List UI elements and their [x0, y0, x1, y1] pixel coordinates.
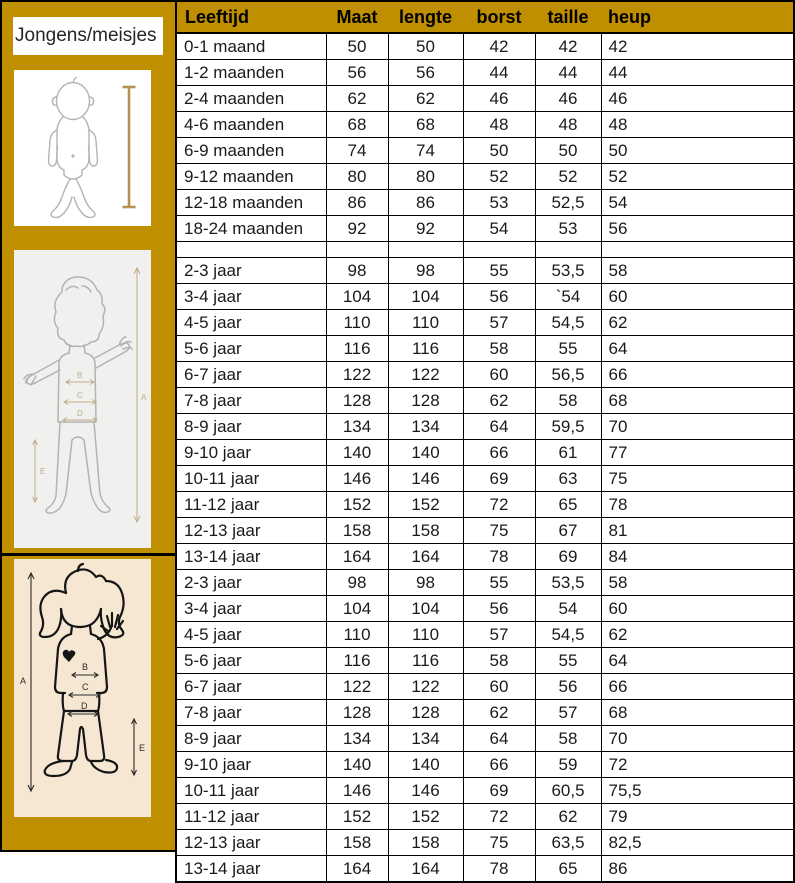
leeftijd-cell: 9-10 jaar: [176, 440, 326, 466]
taille-cell: 69: [535, 544, 601, 570]
heup-cell: 50: [601, 138, 794, 164]
measure-label-d: D: [77, 409, 83, 418]
table-row-jaren-meisjes: [176, 804, 794, 830]
borst-cell: 46: [463, 86, 535, 112]
leeftijd-cell: 12-18 maanden: [176, 190, 326, 216]
maat-cell: 164: [326, 544, 388, 570]
maat-cell: 158: [326, 518, 388, 544]
taille-cell: 54,5: [535, 622, 601, 648]
heup-cell: 75: [601, 466, 794, 492]
table-row-jaren-meisjes: [176, 700, 794, 726]
table-row-maanden: [176, 190, 794, 216]
table-row-jaren-jongens: [176, 492, 794, 518]
lengte-cell: 158: [388, 518, 463, 544]
borst-cell: 42: [463, 33, 535, 60]
borst-cell: 48: [463, 112, 535, 138]
maat-cell: 164: [326, 856, 388, 883]
measure-label-c: C: [82, 682, 89, 692]
leeftijd-cell: 2-3 jaar: [176, 570, 326, 596]
maat-cell: 80: [326, 164, 388, 190]
table-body: [176, 33, 794, 882]
lengte-cell: 164: [388, 856, 463, 883]
table-row-jaren-jongens: [176, 544, 794, 570]
col-header-heup: heup: [601, 1, 794, 33]
maat-cell: 146: [326, 466, 388, 492]
lengte-cell: 122: [388, 674, 463, 700]
heup-cell: 66: [601, 674, 794, 700]
maat-cell: 134: [326, 414, 388, 440]
borst-cell: 50: [463, 138, 535, 164]
table-row-jaren-jongens: [176, 466, 794, 492]
taille-cell: 63,5: [535, 830, 601, 856]
borst-cell: 58: [463, 336, 535, 362]
empty-cell: [535, 242, 601, 258]
empty-cell: [463, 242, 535, 258]
borst-cell: 58: [463, 648, 535, 674]
taille-cell: 54,5: [535, 310, 601, 336]
heup-cell: 81: [601, 518, 794, 544]
borst-cell: 55: [463, 570, 535, 596]
leeftijd-cell: 6-9 maanden: [176, 138, 326, 164]
lengte-cell: 110: [388, 622, 463, 648]
heup-cell: 42: [601, 33, 794, 60]
leeftijd-cell: 4-6 maanden: [176, 112, 326, 138]
measure-arrows: [33, 268, 141, 522]
toddler-measure-figure-icon: [14, 250, 151, 548]
taille-cell: 67: [535, 518, 601, 544]
borst-cell: 44: [463, 60, 535, 86]
maat-cell: 152: [326, 804, 388, 830]
table-row-jaren-jongens: [176, 310, 794, 336]
table-row-jaren-jongens: [176, 336, 794, 362]
leeftijd-cell: 5-6 jaar: [176, 648, 326, 674]
heup-cell: 60: [601, 284, 794, 310]
table-row-maanden: [176, 60, 794, 86]
heup-cell: 84: [601, 544, 794, 570]
table-row-maanden: [176, 138, 794, 164]
borst-cell: 56: [463, 284, 535, 310]
table-row-jaren-meisjes: [176, 752, 794, 778]
lengte-cell: 146: [388, 466, 463, 492]
lengte-cell: 128: [388, 700, 463, 726]
leeftijd-cell: 2-4 maanden: [176, 86, 326, 112]
borst-cell: 75: [463, 830, 535, 856]
size-table: [175, 0, 793, 878]
lengte-cell: 152: [388, 492, 463, 518]
maat-cell: 74: [326, 138, 388, 164]
baby-height-figure-icon: [14, 70, 151, 226]
taille-cell: 65: [535, 856, 601, 883]
maat-cell: 122: [326, 362, 388, 388]
maat-cell: 158: [326, 830, 388, 856]
lengte-cell: 140: [388, 752, 463, 778]
taille-cell: 52: [535, 164, 601, 190]
leeftijd-cell: 10-11 jaar: [176, 778, 326, 804]
borst-cell: 78: [463, 544, 535, 570]
borst-cell: 66: [463, 440, 535, 466]
col-header-lengte: lengte: [388, 1, 463, 33]
borst-cell: 56: [463, 596, 535, 622]
borst-cell: 66: [463, 752, 535, 778]
lengte-cell: 110: [388, 310, 463, 336]
lengte-cell: 152: [388, 804, 463, 830]
heup-cell: 66: [601, 362, 794, 388]
measure-label-d: D: [81, 701, 88, 711]
table-row-jaren-jongens: [176, 518, 794, 544]
measure-label-a: A: [20, 676, 27, 686]
gender-label: Jongens/meisjes: [13, 17, 163, 55]
borst-cell: 57: [463, 310, 535, 336]
empty-cell: [326, 242, 388, 258]
table-row-jaren-jongens: [176, 362, 794, 388]
leeftijd-cell: 8-9 jaar: [176, 726, 326, 752]
table-row-jaren-meisjes: [176, 726, 794, 752]
maat-cell: 140: [326, 440, 388, 466]
taille-cell: 56: [535, 674, 601, 700]
lengte-cell: 62: [388, 86, 463, 112]
sidebar: [0, 0, 175, 852]
leeftijd-cell: 3-4 jaar: [176, 596, 326, 622]
measure-label-b: B: [77, 371, 83, 380]
leeftijd-cell: 5-6 jaar: [176, 336, 326, 362]
borst-cell: 62: [463, 388, 535, 414]
table-row-jaren-meisjes: [176, 596, 794, 622]
lengte-cell: 158: [388, 830, 463, 856]
borst-cell: 57: [463, 622, 535, 648]
table-row-jaren-meisjes: [176, 648, 794, 674]
heup-cell: 58: [601, 258, 794, 284]
leeftijd-cell: 12-13 jaar: [176, 518, 326, 544]
leeftijd-cell: 10-11 jaar: [176, 466, 326, 492]
table-row-jaren-jongens: [176, 414, 794, 440]
lengte-cell: 86: [388, 190, 463, 216]
borst-cell: 53: [463, 190, 535, 216]
table-row-jaren-meisjes: [176, 674, 794, 700]
borst-cell: 52: [463, 164, 535, 190]
heup-cell: 62: [601, 622, 794, 648]
leeftijd-cell: 6-7 jaar: [176, 362, 326, 388]
taille-cell: 58: [535, 388, 601, 414]
heup-cell: 78: [601, 492, 794, 518]
taille-cell: 58: [535, 726, 601, 752]
taille-cell: 59,5: [535, 414, 601, 440]
heup-cell: 68: [601, 388, 794, 414]
table-row-jaren-meisjes: [176, 830, 794, 856]
taille-cell: 59: [535, 752, 601, 778]
maat-cell: 98: [326, 258, 388, 284]
col-header-leeftijd: Leeftijd: [176, 1, 326, 33]
leeftijd-cell: 8-9 jaar: [176, 414, 326, 440]
lengte-cell: 92: [388, 216, 463, 242]
col-header-maat: Maat: [326, 1, 388, 33]
taille-cell: 57: [535, 700, 601, 726]
heup-cell: 72: [601, 752, 794, 778]
maat-cell: 116: [326, 336, 388, 362]
lengte-cell: 140: [388, 440, 463, 466]
heup-cell: 60: [601, 596, 794, 622]
girl-measure-figure-icon: [14, 559, 151, 817]
heup-cell: 70: [601, 414, 794, 440]
heup-cell: 70: [601, 726, 794, 752]
table-row-maanden: [176, 216, 794, 242]
maat-cell: 152: [326, 492, 388, 518]
measure-label-e: E: [40, 467, 46, 476]
maat-cell: 104: [326, 596, 388, 622]
taille-cell: 55: [535, 336, 601, 362]
taille-cell: 65: [535, 492, 601, 518]
heup-cell: 79: [601, 804, 794, 830]
table-row-maanden: [176, 86, 794, 112]
taille-cell: 60,5: [535, 778, 601, 804]
maat-cell: 110: [326, 622, 388, 648]
heup-cell: 58: [601, 570, 794, 596]
table-row-jaren-meisjes: [176, 622, 794, 648]
borst-cell: 69: [463, 466, 535, 492]
lengte-cell: 146: [388, 778, 463, 804]
taille-cell: 50: [535, 138, 601, 164]
borst-cell: 64: [463, 414, 535, 440]
heup-cell: 86: [601, 856, 794, 883]
taille-cell: 56,5: [535, 362, 601, 388]
empty-cell: [601, 242, 794, 258]
taille-cell: 54: [535, 596, 601, 622]
leeftijd-cell: 13-14 jaar: [176, 856, 326, 883]
leeftijd-cell: 4-5 jaar: [176, 622, 326, 648]
leeftijd-cell: 9-12 maanden: [176, 164, 326, 190]
taille-cell: `54: [535, 284, 601, 310]
table-row-jaren-meisjes: [176, 570, 794, 596]
taille-cell: 53,5: [535, 570, 601, 596]
sidebar-section-divider: [2, 553, 177, 556]
height-measure-line: [123, 87, 136, 207]
taille-cell: 62: [535, 804, 601, 830]
borst-cell: 69: [463, 778, 535, 804]
maat-cell: 56: [326, 60, 388, 86]
maat-cell: 68: [326, 112, 388, 138]
leeftijd-cell: 7-8 jaar: [176, 700, 326, 726]
leeftijd-cell: 4-5 jaar: [176, 310, 326, 336]
empty-cell: [176, 242, 326, 258]
borst-cell: 72: [463, 804, 535, 830]
table-row-jaren-jongens: [176, 284, 794, 310]
leeftijd-cell: 3-4 jaar: [176, 284, 326, 310]
borst-cell: 62: [463, 700, 535, 726]
lengte-cell: 74: [388, 138, 463, 164]
leeftijd-cell: 2-3 jaar: [176, 258, 326, 284]
table-row-jaren-jongens: [176, 388, 794, 414]
leeftijd-cell: 6-7 jaar: [176, 674, 326, 700]
maat-cell: 134: [326, 726, 388, 752]
heup-cell: 44: [601, 60, 794, 86]
borst-cell: 72: [463, 492, 535, 518]
heup-cell: 75,5: [601, 778, 794, 804]
table-row-maanden: [176, 112, 794, 138]
lengte-cell: 80: [388, 164, 463, 190]
empty-cell: [388, 242, 463, 258]
heup-cell: 56: [601, 216, 794, 242]
heup-cell: 48: [601, 112, 794, 138]
lengte-cell: 98: [388, 570, 463, 596]
borst-cell: 64: [463, 726, 535, 752]
table-row-jaren-meisjes: [176, 856, 794, 883]
taille-cell: 53,5: [535, 258, 601, 284]
lengte-cell: 116: [388, 336, 463, 362]
table-row-jaren-jongens: [176, 258, 794, 284]
lengte-cell: 104: [388, 284, 463, 310]
borst-cell: 60: [463, 362, 535, 388]
taille-cell: 46: [535, 86, 601, 112]
taille-cell: 42: [535, 33, 601, 60]
maat-cell: 116: [326, 648, 388, 674]
leeftijd-cell: 11-12 jaar: [176, 492, 326, 518]
borst-cell: 78: [463, 856, 535, 883]
measure-label-a: A: [141, 393, 147, 402]
leeftijd-cell: 18-24 maanden: [176, 216, 326, 242]
maat-cell: 98: [326, 570, 388, 596]
spacer-row: [176, 242, 794, 258]
maat-cell: 140: [326, 752, 388, 778]
leeftijd-cell: 0-1 maand: [176, 33, 326, 60]
col-header-taille: taille: [535, 1, 601, 33]
heup-cell: 62: [601, 310, 794, 336]
table-row-maanden: [176, 33, 794, 60]
heup-cell: 52: [601, 164, 794, 190]
leeftijd-cell: 7-8 jaar: [176, 388, 326, 414]
lengte-cell: 164: [388, 544, 463, 570]
col-header-borst: borst: [463, 1, 535, 33]
maat-cell: 146: [326, 778, 388, 804]
maat-cell: 92: [326, 216, 388, 242]
maat-cell: 128: [326, 388, 388, 414]
heup-cell: 64: [601, 648, 794, 674]
lengte-cell: 50: [388, 33, 463, 60]
taille-cell: 53: [535, 216, 601, 242]
lengte-cell: 122: [388, 362, 463, 388]
heup-cell: 77: [601, 440, 794, 466]
heup-cell: 54: [601, 190, 794, 216]
maat-cell: 128: [326, 700, 388, 726]
leeftijd-cell: 1-2 maanden: [176, 60, 326, 86]
maat-cell: 86: [326, 190, 388, 216]
table-row-maanden: [176, 164, 794, 190]
lengte-cell: 128: [388, 388, 463, 414]
leeftijd-cell: 13-14 jaar: [176, 544, 326, 570]
maat-cell: 122: [326, 674, 388, 700]
heup-cell: 64: [601, 336, 794, 362]
maat-cell: 104: [326, 284, 388, 310]
table-row-jaren-jongens: [176, 440, 794, 466]
maat-cell: 62: [326, 86, 388, 112]
taille-cell: 63: [535, 466, 601, 492]
lengte-cell: 134: [388, 726, 463, 752]
taille-cell: 55: [535, 648, 601, 674]
table-header-row: [176, 1, 794, 33]
lengte-cell: 68: [388, 112, 463, 138]
borst-cell: 75: [463, 518, 535, 544]
heup-cell: 68: [601, 700, 794, 726]
borst-cell: 55: [463, 258, 535, 284]
heup-cell: 82,5: [601, 830, 794, 856]
taille-cell: 52,5: [535, 190, 601, 216]
measure-label-e: E: [139, 743, 146, 753]
measure-label-b: B: [82, 662, 89, 672]
measure-label-c: C: [77, 391, 83, 400]
taille-cell: 44: [535, 60, 601, 86]
leeftijd-cell: 12-13 jaar: [176, 830, 326, 856]
lengte-cell: 104: [388, 596, 463, 622]
leeftijd-cell: 11-12 jaar: [176, 804, 326, 830]
maat-cell: 50: [326, 33, 388, 60]
leeftijd-cell: 9-10 jaar: [176, 752, 326, 778]
borst-cell: 60: [463, 674, 535, 700]
lengte-cell: 134: [388, 414, 463, 440]
taille-cell: 61: [535, 440, 601, 466]
lengte-cell: 56: [388, 60, 463, 86]
heup-cell: 46: [601, 86, 794, 112]
borst-cell: 54: [463, 216, 535, 242]
maat-cell: 110: [326, 310, 388, 336]
table-row-jaren-meisjes: [176, 778, 794, 804]
lengte-cell: 116: [388, 648, 463, 674]
lengte-cell: 98: [388, 258, 463, 284]
taille-cell: 48: [535, 112, 601, 138]
